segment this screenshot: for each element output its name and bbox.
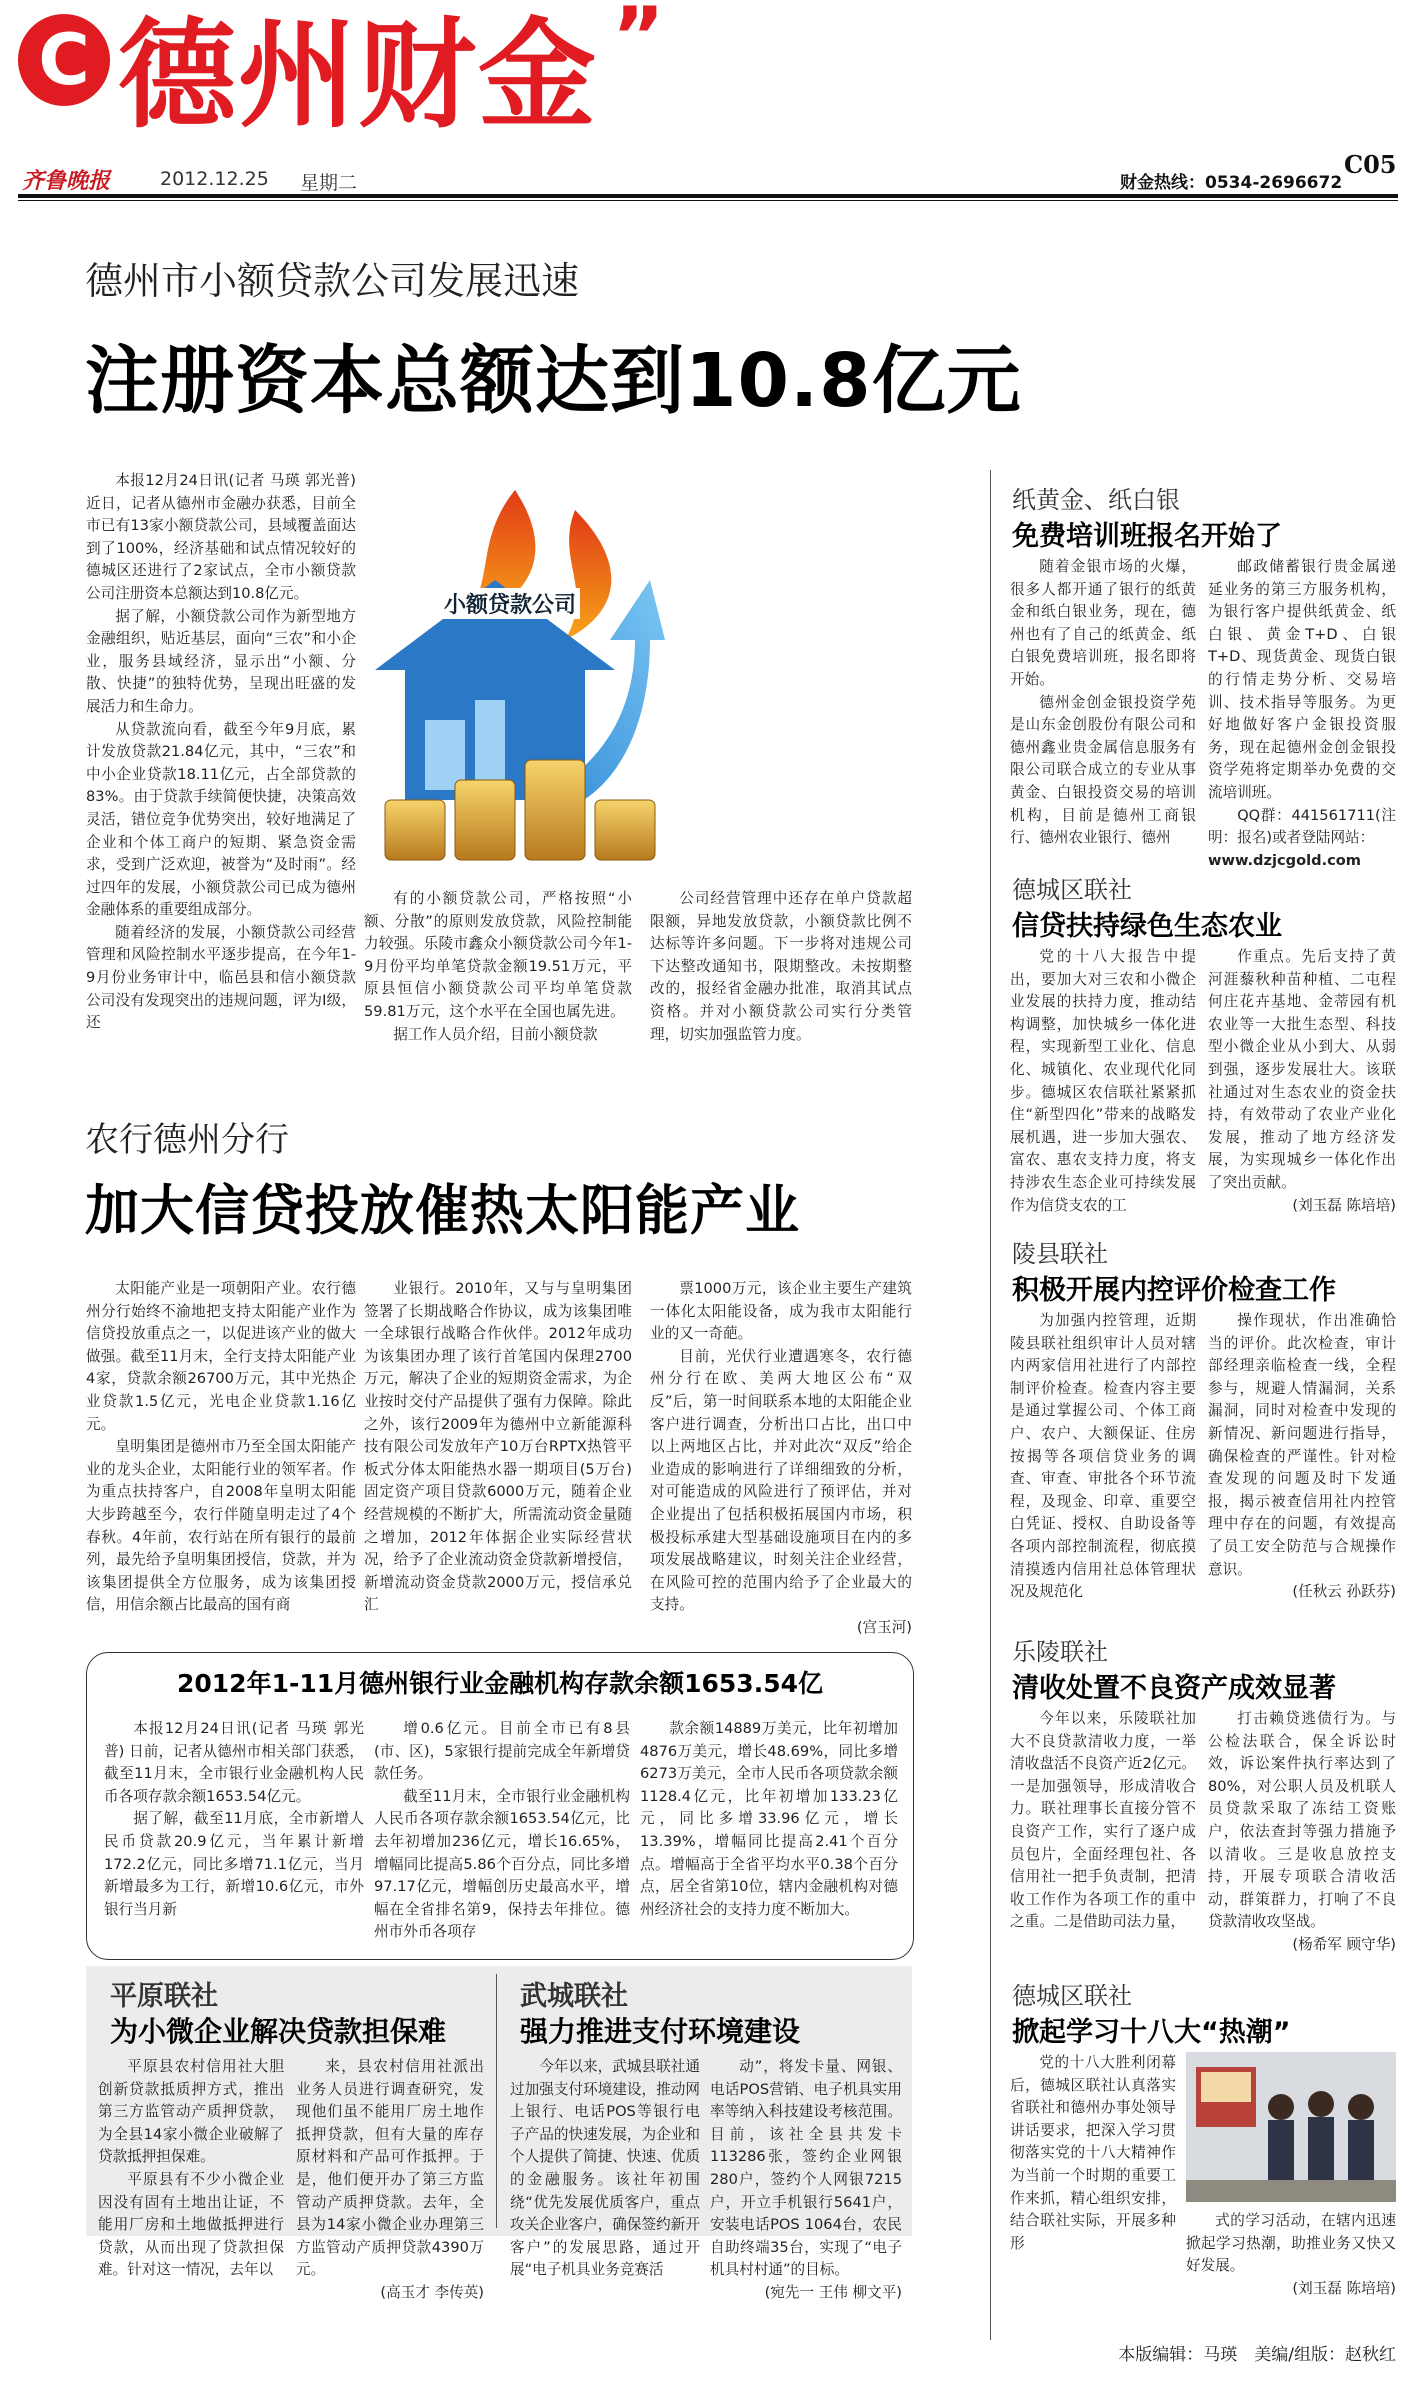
section-logo: C [18,14,110,106]
study-photo [1186,2052,1396,2202]
paragraph: 随着经济的发展，小额贷款公司经营管理和风险控制水平逐步提高，在今年1-9月份业务审计中，临邑县和信小额贷款公司没有发现突出的违规问题，评为Ⅰ级，还 [86,923,356,1032]
paragraph: 太阳能产业是一项朝阳产业。农行德州分行始终不渝地把支持太阳能产业作为信贷投放重点之一，以促进该产业的做大做强。截至11月末，全行支持太阳能产业4家，贷款余额26700万元，其中光热企业贷款1.5亿元，光电企业贷款1.16亿元。 [86,1280,356,1433]
side1-column-1 [1010,556,1196,856]
wucheng-column-2 [710,2056,902,2301]
lead-headline: 注册资本总额达到10.8亿元 [85,338,1022,424]
deposit-column-2 [374,1718,630,1946]
side5-column-2 [1186,2210,1396,2320]
side4-column-1 [1010,1708,1196,1968]
lead-kicker: 德州市小额贷款公司发展迅速 [85,259,580,303]
byline: (任秋云 孙跃芬) [1292,1583,1396,1601]
wucheng-headline: 强力推进支付环境建设 [520,2015,801,2048]
illustration-caption: 小额贷款公司 [440,588,580,619]
lead-column-3 [650,888,912,1043]
page-credits: 本版编辑：马瑛 美编/组版：赵秋红 [1118,2345,1396,2365]
side1-column-2 [1208,556,1396,869]
header-rule [18,194,1398,198]
side1-headline: 免费培训班报名开始了 [1012,521,1282,552]
paragraph: 本报12月24日讯(记者 马瑛 郭光普) 日前，记者从德州市相关部门获悉，截至11月末，全市银行业金融机构人民币各项存款余额1653.54亿元。 [104,1720,364,1805]
paragraph: 作重点。先后支持了黄河涯藜秋种苗种植、二屯程何庄花卉基地、金蒂园有机农业等一大批生态型、科技型小微企业从小到大、从弱到强，逐步发展壮大。该联社通过对生态农业的资金扶持，有效带动了农业产业化发展，推动了地方经济发展，为实现城乡一体化作出了突出贡献。 [1208,948,1396,1191]
byline: (宛先一 王伟 柳文平) [764,2283,902,2301]
paragraph: 公司经营管理中还存在单户贷款超限额，异地发放贷款，小额贷款比例不达标等许多问题。下一步将对违规公司下达整改通知书，限期整改。未按期整改的，报经省金融办批准，取消其试点资格。并对小额贷款公司实行分类管理，切实加强监管力度。 [650,890,912,1043]
byline: (刘玉磊 陈培培) [1292,1196,1396,1214]
side1-kicker: 纸黄金、纸白银 [1012,486,1180,514]
paragraph: 平原县有不少小微企业因没有固有土地出让证，不能用厂房和土地做抵押进行贷款，从而出现了贷款担保难。针对这一情况，去年以 [98,2170,284,2279]
abc-column-2 [364,1278,632,1638]
section-title-quote: ” [612,0,665,83]
paragraph: 打击赖贷逃债行为。与公检法联合，保全诉讼时效，诉讼案件执行率达到了80%，对公职人员及机联人员贷款采取了冻结工资账户，依法查封等强力措施予以清收。三是收息放控支持，开展专项联合清收活动，群策群力，打响了不良贷款清收攻坚战。 [1208,1710,1396,1931]
paragraph: 操作现状，作出准确恰当的评价。此次检查，审计部经理亲临检查一线，全程参与，规避人情漏洞，关系漏洞，同时对检查中发现的新情况、新问题进行指导，确保检查的严谨性。针对检查发现的问题及时下发通报，揭示被查信用社内控管理中存在的问题，有效提高了员工安全防范与合规操作意识。 [1208,1312,1396,1578]
paragraph: 今年以来，乐陵联社加大不良贷款清收力度，一举清收盘活不良资产近2亿元。一是加强领导，形成清收合力。联社理事长直接分管不良资产工作，实行了逐户成员包片，全面经理包社、各信用社一把手负责制，把清收工作作为各项工作的重中之重。二是借助司法力量， [1010,1710,1196,1931]
paragraph: 为加强内控管理，近期陵县联社组织审计人员对辖内两家信用社进行了内部控制评价检查。检查内容主要是通过掌握公司、个体工商户、农户、大额保证、住房按揭等各项信贷业务的调查、审查、审批各个环节流程，及现金、印章、重要空白凭证、授权、自助设备等各项内部控制流程，彻底摸清摸透内信用社总体管理状况及规范化 [1010,1312,1196,1601]
side4-column-2 [1208,1708,1396,1968]
side2-kicker: 德城区联社 [1012,876,1132,904]
side2-column-1 [1010,946,1196,1224]
paragraph: 平原县农村信用社大胆创新贷款抵质押方式，推出第三方监管动产质押贷款，为全县14家小微企业破解了贷款抵押担保难。 [98,2058,284,2166]
paragraph: 款余额14889万美元，比年初增加4876万美元，增长48.69%，同比多增6273万美元，全市人民币各项贷款余额1128.4亿元，比年初增加133.23亿元，同比多增33.96亿元，增长13.39%，增幅同比提高2.41个百分点。增幅高于全省平均水平0.38个百分点，居全省第10位，辖内金融机构对德州经济社会的支持力度不断加大。 [640,1720,898,1918]
newspaper-name: 齐鲁晚报 [22,168,111,194]
lead-column-1 [86,470,356,1040]
deposit-column-3 [640,1718,898,1946]
paragraph: 动”，将发卡量、网银、电话POS营销、电子机具实用率等纳入科技建设考核范围。目前，该社全县共发卡113286张，签约企业网银280户，签约个人网银7215户，开立手机银行5641户，安装电话POS 1064台，农民自助终端35台，实现了“电子机具村村通”的目标。 [710,2058,902,2279]
paragraph: 今年以来，武城县联社通过加强支付环境建设，推动网上银行、电话POS等银行电子产品的快速发展，为企业和个人提供了简捷、快速、优质的金融服务。该社年初围绕“优先发展优质客户，重点攻关企业客户，确保签约新开客户”的发展思路，通过开展“电子机具业务竞赛活 [510,2058,700,2279]
deposit-headline: 2012年1-11月德州银行业金融机构存款余额1653.54亿 [176,1669,823,1698]
byline: (宫玉河) [856,1618,912,1636]
paragraph: 本报12月24日讯(记者 马瑛 郭光普) 近日，记者从德州市金融办获悉，目前全市已有13家小额贷款公司，县域覆盖面达到了100%，经济基础和试点情况较好的德城区还进行了2家试点，全市小额贷款公司注册资本总额达到10.8亿元。 [86,472,356,602]
paragraph: 据了解，小额贷款公司作为新型地方金融组织，贴近基层，面向“三农”和小企业，服务县域经济，显示出“小额、分散、快捷”的独特优势，呈现出旺盛的发展活力和生命力。 [86,607,356,715]
side5-column-1 [1010,2052,1176,2252]
page-number: C05 [1344,150,1397,179]
side3-kicker: 陵县联社 [1012,1240,1108,1268]
byline: (杨希军 顾守华) [1292,1935,1396,1953]
paragraph: 从贷款流向看，截至今年9月底，累计发放贷款21.84亿元，其中，“三农”和中小企业贷款18.11亿元，占全部贷款的83%。由于贷款手续简便快捷，决策高效灵活，错位竞争优势突出，较好地满足了企业和个体工商户的短期、紧急资金需求，受到广泛欢迎，被誉为“及时雨”。经过四年的发展，小额贷款公司已成为德州金融体系的重要组成部分。 [86,720,356,919]
abc-column-1 [86,1278,356,1638]
hotline: 财金热线：0534-2696672 [1120,173,1343,193]
paragraph: 目前，光伏行业遭遇寒冬，农行德州分行在欧、美两大地区公布“双反”后，第一时间联系本地的太阳能企业客户进行调查，分析出口占比，出口中以上两地区占比，并对此次“双反”给企业造成的影响进行了详细细致的分析，对可能造成的风险进行了预评估，并对企业提出了包括积极拓展国内市场，积极投标承建大型基础设施项目在内的多项发展战略建议，时刻关注企业经营，在风险可控的范围内给予了企业最大的支持。 [650,1347,912,1614]
issue-date: 2012.12.25 [160,168,269,190]
side5-headline: 掀起学习十八大“热潮” [1012,2017,1291,2048]
paragraph: QQ群：441561711(注明：报名)或者登陆网站： [1208,806,1396,847]
pingyuan-column-2 [296,2056,484,2301]
paragraph: 来，县农村信用社派出业务人员进行调查研究，发现他们虽不能用厂房土地作抵押贷款，但有大量的库存原材料和产品可作抵押。于是，他们便开办了第三方监管动产质押贷款。去年，全县为14家小微企业办理第三方监管动产质押贷款4390万元。 [296,2058,484,2279]
paragraph: 据工作人员介绍，目前小额贷款 [393,1025,598,1043]
pingyuan-kicker: 平原联社 [110,1981,218,2012]
paragraph: 德州金创金银投资学苑是山东金创股份有限公司和德州鑫业贵金属信息服务有限公司联合成立的专业从事黄金、白银投资交易的培训机构，目前是德州工商银行、德州农业银行、德州 [1010,693,1196,847]
abc-column-3 [650,1278,912,1638]
abc-headline: 加大信贷投放催热太阳能产业 [85,1179,800,1242]
header-rule-thin [18,200,1398,201]
paragraph: 式的学习活动，在辖内迅速掀起学习热潮，助推业务又快又好发展。 [1186,2212,1396,2275]
side3-column-2 [1208,1310,1396,1622]
paragraph: 据了解，截至11月底，全市新增人民币贷款20.9亿元，当年累计新增172.2亿元，同比多增71.1亿元，当月新增最多为工行，新增10.6亿元，市外银行当月新 [104,1810,364,1918]
side5-kicker: 德城区联社 [1012,1982,1132,2010]
side3-headline: 积极开展内控评价检查工作 [1012,1275,1336,1306]
sidebar-divider [990,470,991,2340]
paragraph: 随着金银市场的火爆，很多人都开通了银行的纸黄金和纸白银业务，现在，德州也有了自己的纸黄金、纸白银免费培训班，报名即将开始。 [1010,558,1196,688]
paragraph: 票1000万元，该企业主要生产建筑一体化太阳能设备，成为我市太阳能行业的又一奇葩。 [650,1280,912,1343]
deposit-column-1 [104,1718,364,1946]
pingyuan-headline: 为小微企业解决贷款担保难 [110,2015,447,2048]
side2-column-2 [1208,946,1396,1224]
paragraph: 党的十八大报告中提出，要加大对三农和小微企业发展的扶持力度，推动结构调整，加快城乡一体化进程，实现新型工业化、信息化、城镇化、农业现代化同步。德城区农信联社紧紧抓住“新型四化”带来的战略发展机遇，进一步加大强农、富农、惠农支持力度，将支持涉农生态企业可持续发展作为信贷支农的工 [1010,948,1196,1214]
lead-column-2 [364,888,632,1043]
side4-headline: 清收处置不良资产成效显著 [1012,1673,1336,1704]
side2-headline: 信贷扶持绿色生态农业 [1012,911,1282,942]
wucheng-column-1 [510,2056,700,2279]
side3-column-1 [1010,1310,1196,1622]
lead-illustration [365,470,665,880]
byline: (高玉才 李传英) [380,2283,484,2301]
pingyuan-column-1 [98,2056,284,2279]
side4-kicker: 乐陵联社 [1012,1638,1108,1666]
paragraph: 截至11月末，全市银行业金融机构人民币各项存款余额1653.54亿元，比去年初增加236亿元，增长16.65%，增幅同比提高5.86个百分点，同比多增97.17亿元，增幅创历史最高水平，增幅在全省排名第9，保持去年排位。德州市外币各项存 [374,1787,630,1941]
wucheng-kicker: 武城联社 [520,1981,628,2012]
byline: (刘玉磊 陈培培) [1292,2279,1396,2297]
column-divider [496,1974,497,2228]
paragraph: 邮政储蓄银行贵金属递延业务的第三方服务机构，为银行客户提供纸黄金、纸白银、黄金T+D、白银T+D、现货黄金、现货白银的行情走势分析、交易培训、技术指导等服务。为更好地做好客户金银投资服务，现在起德州金创金银投资学苑将定期举办免费的交流培训班。 [1208,558,1396,801]
paragraph: 业银行。2010年，又与与皇明集团签署了长期战略合作协议，成为该集团唯一全球银行战略合作伙伴。2012年成功为该集团办理了该行首笔国内保理2700万元，解决了企业的短期资金需求，为企业按时交付产品提供了强有力保障。除此之外，该行2009年为德州中立新能源科技有限公司发放年产10万台RPTX热管平板式分体太阳能热水器一期项目(5万台)固定资产项目贷款6000万元，随着企业经营规模的不断扩大，所需流动资金量随之增加，2012年体据企业实际经营状况，给予了企业流动资金贷款新增授信，新增流动资金贷款2000万元，授信承兑汇 [364,1280,632,1614]
paragraph: 皇明集团是德州市乃至全国太阳能产业的龙头企业，太阳能行业的领军者。作为重点扶持客户，自2008年皇明太阳能大步跨越至今，农行伴随皇明走过了4个春秋。4年前，农行站在所有银行的最前列，最先给予皇明集团授信，贷款，并为该集团提供全方位服务，成为该集团授信，用信余额占比最高的国有商 [86,1438,356,1614]
paragraph: 增0.6亿元。目前全市已有8县(市、区)，5家银行提前完成全年新增贷款任务。 [374,1720,630,1783]
paragraph: 党的十八大胜利闭幕后，德城区联社认真落实省联社和德州办事处领导讲话要求，把深入学习贯彻落实党的十八大精神作为当前一个时期的重要工作来抓，精心组织安排，结合联社实际，开展多种形 [1010,2054,1176,2252]
issue-weekday: 星期二 [300,172,358,194]
section-title: 德州财金 [118,6,599,144]
abc-kicker: 农行德州分行 [85,1120,289,1160]
paragraph: 有的小额贷款公司，严格按照“小额、分散”的原则发放贷款，风险控制能力较强。乐陵市鑫众小额贷款公司今年1-9月份平均单笔贷款金额19.51万元，平原县恒信小额贷款公司平均单笔贷款59.81万元，这个水平在全国也属先进。 [364,890,632,1020]
website-link[interactable]: www.dzjcgold.com [1208,851,1361,869]
